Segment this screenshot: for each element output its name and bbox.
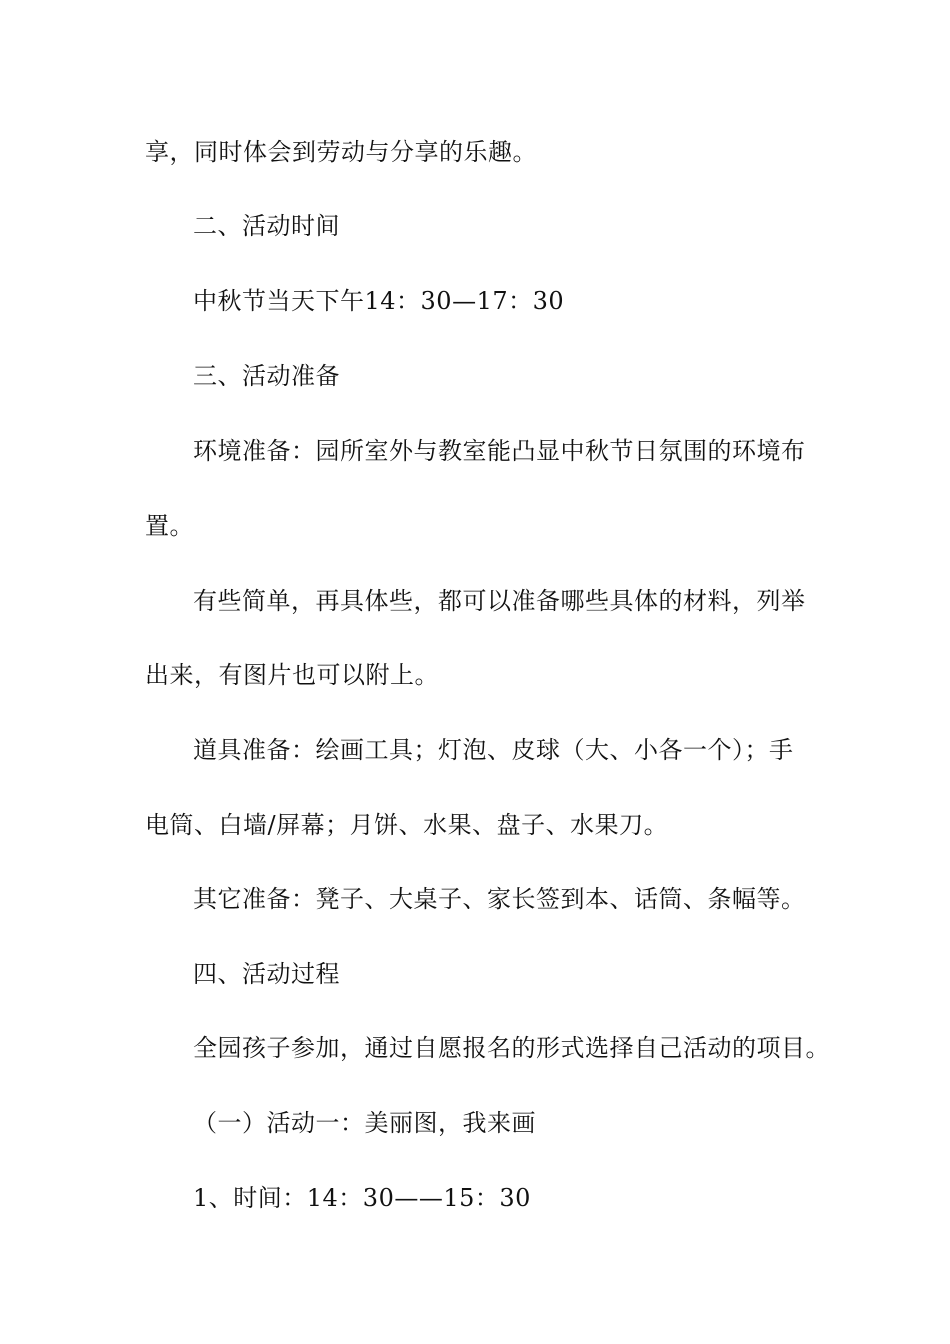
activity-time-text: 中秋节当天下午14：30—17：30: [193, 287, 565, 315]
note-line1: 有些简单，再具体些，都可以准备哪些具体的材料，列举: [193, 587, 806, 615]
note-line2: 出来，有图片也可以附上。: [145, 661, 439, 689]
participation-text: 全园孩子参加，通过自愿报名的形式选择自己活动的项目。: [193, 1034, 830, 1062]
environment-preparation-line2: 置。: [145, 512, 194, 540]
activity-one-heading: （一）活动一：美丽图，我来画: [193, 1109, 536, 1137]
other-preparation: 其它准备：凳子、大桌子、家长签到本、话筒、条幅等。: [193, 885, 806, 913]
props-preparation-line1: 道具准备：绘画工具；灯泡、皮球（大、小各一个）；手: [193, 736, 794, 764]
activity-one-time: 1、时间：14：30——15：30: [193, 1184, 531, 1212]
paragraph-continuation: 享，同时体会到劳动与分享的乐趣。: [145, 138, 537, 166]
section-heading-time: 二、活动时间: [193, 212, 340, 240]
environment-preparation-line1: 环境准备：园所室外与教室能凸显中秋节日氛围的环境布: [193, 437, 806, 465]
section-heading-preparation: 三、活动准备: [193, 362, 340, 390]
section-heading-process: 四、活动过程: [193, 960, 340, 988]
props-preparation-line2: 电筒、白墙/屏幕；月饼、水果、盘子、水果刀。: [145, 811, 669, 839]
